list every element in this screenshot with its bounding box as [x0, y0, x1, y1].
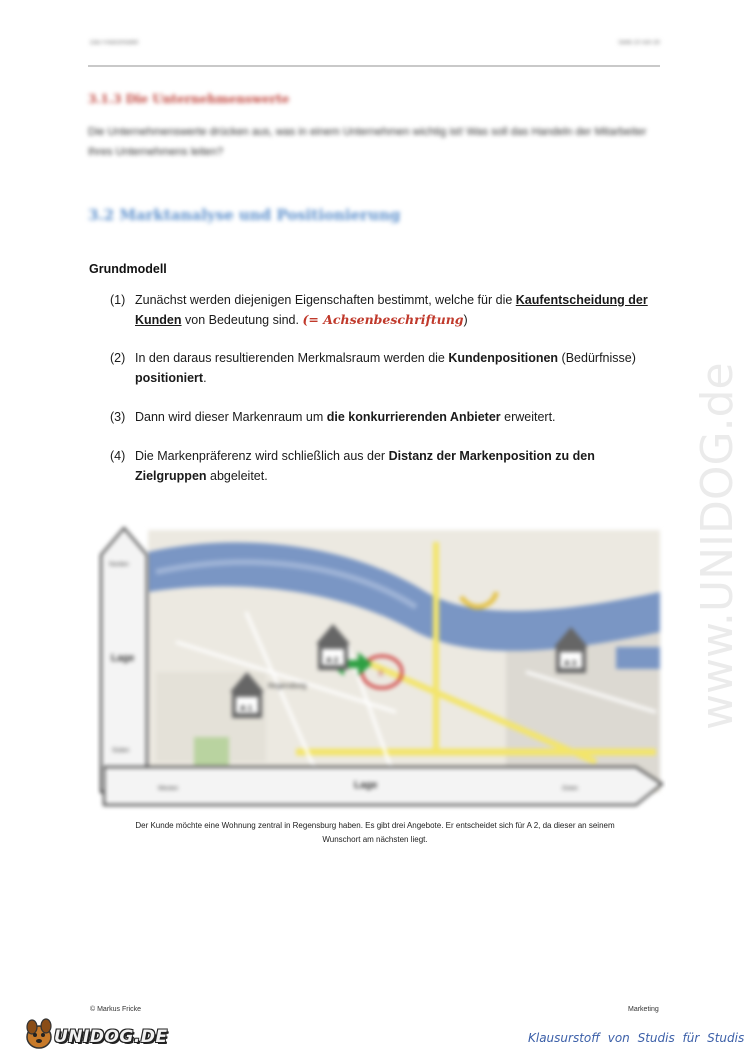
- item-text: ): [463, 313, 468, 327]
- item-text: In den daraus resultierenden Merkmalsraum werden die: [135, 351, 449, 365]
- list-item-3: [110, 407, 655, 427]
- h-axis-right-label: Osten: [562, 786, 579, 792]
- offer-a1-label: A 1: [240, 704, 253, 713]
- item-text: Dann wird dieser Markenraum um: [135, 410, 327, 424]
- item-bold: positioniert: [135, 371, 204, 385]
- item-text: Die Markenpräferenz wird schließlich aus der: [135, 449, 389, 463]
- horizontal-axis: [104, 767, 662, 805]
- footer-author: © Markus Fricke: [90, 1006, 142, 1013]
- v-axis-label: Lage: [111, 653, 135, 664]
- map-background: [148, 530, 660, 792]
- item-bold: die konkurrierenden Anbieter: [326, 410, 501, 424]
- town-label: Regensburg: [268, 683, 307, 690]
- unidog-watermark: [640, 270, 750, 740]
- list-item-4: [110, 446, 655, 486]
- page-header: [90, 40, 660, 54]
- item-text: .: [203, 371, 207, 385]
- v-axis-top-label: Norden: [109, 562, 129, 568]
- h-axis-left-label: Westen: [158, 786, 179, 792]
- list-item-1: [110, 290, 655, 330]
- footer-subject: Marketing: [628, 1006, 659, 1013]
- target-marker: X: [378, 669, 384, 678]
- item-bold-underlined: Kunden: [135, 313, 182, 327]
- h-axis-label: Lage: [354, 780, 378, 791]
- logo-text: UNIDOG.DE: [54, 1027, 168, 1047]
- header-right: Seite 20 von 30: [618, 40, 660, 46]
- header-divider: [88, 65, 660, 67]
- item-text: (Bedürfnisse): [558, 351, 636, 365]
- offer-a3-label: A 3: [564, 659, 577, 668]
- v-axis-bottom-label: Süden: [112, 748, 130, 754]
- list-number: (2): [110, 351, 126, 365]
- caption-line-1: Der Kunde möchte eine Wohnung zentral in Regensburg haben. Es gibt drei Angebote. Er entscheidet sich für A 2, da dieser an seinem: [135, 821, 615, 830]
- unidog-logo[interactable]: [22, 1015, 168, 1053]
- grundmodell-heading: Grundmodell: [89, 262, 167, 276]
- map-svg: [96, 522, 666, 812]
- section-3-1-3-title: 3.1.3 Die Unternehmenswerte: [88, 92, 290, 106]
- caption-line-2: Wunschort am nächsten liegt.: [322, 835, 428, 844]
- positioning-map-figure: [96, 522, 666, 812]
- offer-a2-label: A 2: [326, 656, 339, 665]
- dog-icon: [22, 1015, 58, 1053]
- section-3-1-3-text: Die Unternehmenswerte drücken aus, was in einem Unternehmen wichtig ist! Was soll das Handeln der Mitarbeiter Ihres Unternehmens leiten?: [88, 126, 647, 158]
- item-bold: Zielgruppen: [135, 469, 207, 483]
- item-text: von Bedeutung sind.: [181, 313, 303, 327]
- vertical-axis: [101, 528, 147, 792]
- footer-slogan: Klausurstoff von Studis für Studis: [528, 1031, 745, 1045]
- list-number: (4): [110, 449, 126, 463]
- header-left: Das Finanzmodell: [90, 40, 139, 46]
- list-number: (3): [110, 410, 126, 424]
- list-number: (1): [110, 293, 126, 307]
- figure-caption: [90, 819, 660, 847]
- item-text: abgeleitet.: [206, 469, 268, 483]
- item-bold: Distanz der Markenposition zu den: [388, 449, 595, 463]
- item-bold-underlined: Kaufentscheidung der: [515, 293, 648, 307]
- item-formula: (= Achsenbeschriftung: [302, 312, 464, 327]
- item-text: erweitert.: [500, 410, 556, 424]
- section-3-2-title: 3.2 Marktanalyse und Positionierung: [88, 206, 401, 224]
- item-text: Zunächst werden diejenigen Eigenschaften bestimmt, welche für die: [135, 293, 516, 307]
- list-item-2: [110, 348, 655, 388]
- item-bold: Kundenpositionen: [448, 351, 559, 365]
- watermark-text: www.UNIDOG.de: [692, 362, 743, 730]
